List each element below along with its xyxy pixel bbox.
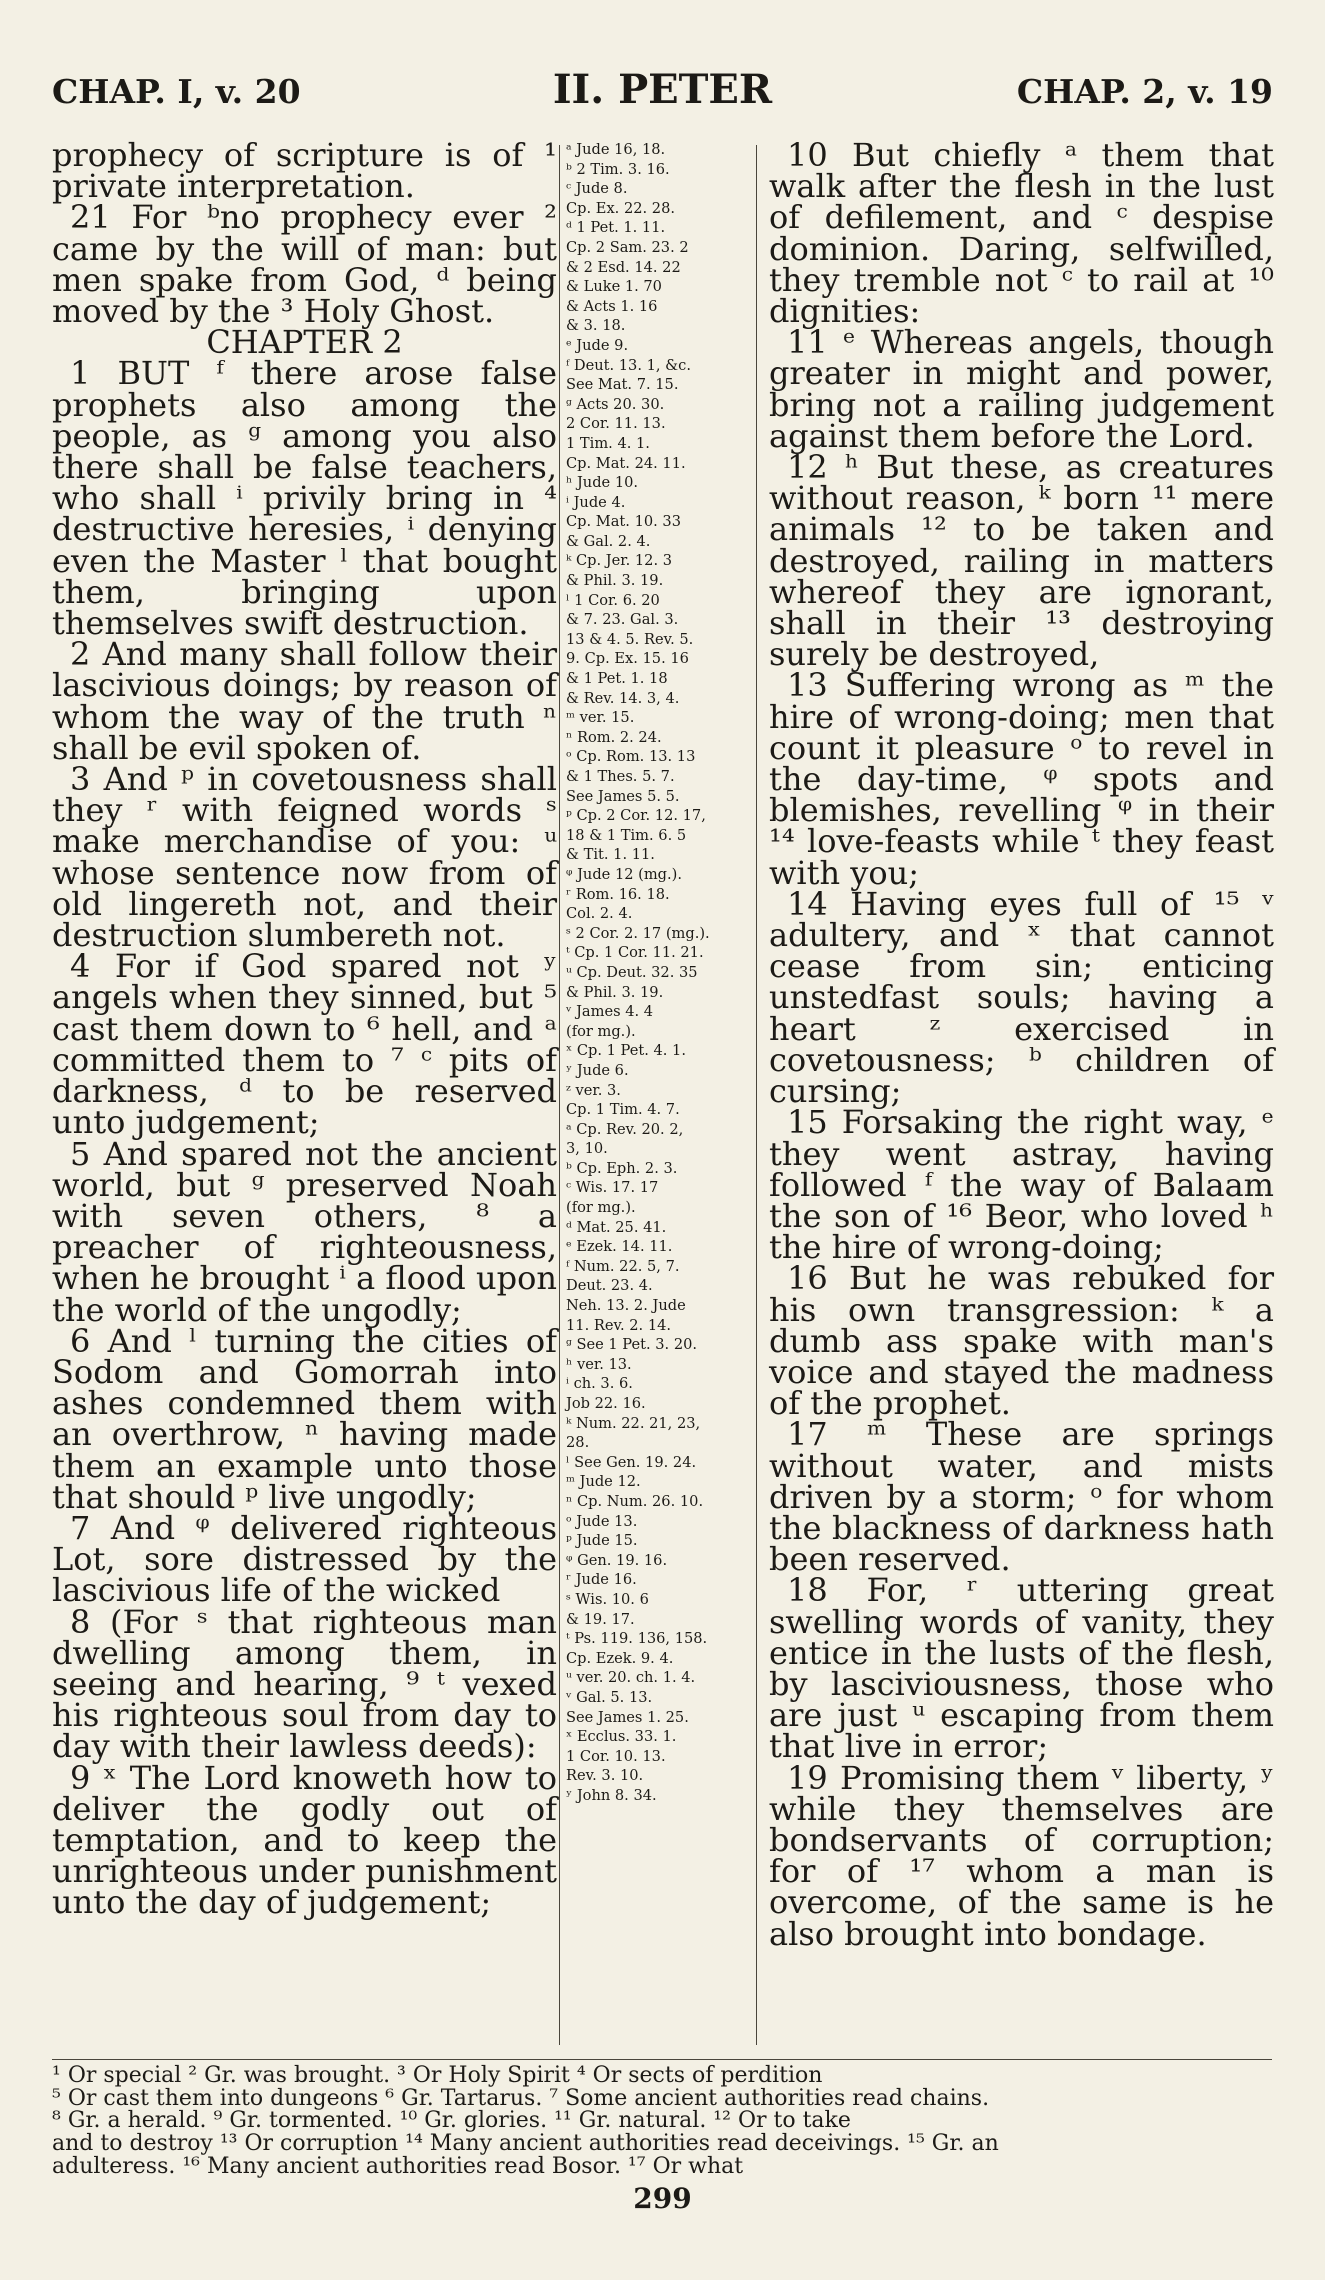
cross-reference: ᵉ Jude 9.: [566, 336, 629, 354]
cross-reference: ᵖ Jude 15.: [566, 1532, 638, 1550]
cross-reference: 1 Tim. 4. 1.: [566, 434, 650, 452]
left-text-column: [52, 136, 557, 1922]
verse-2-12: 12 ʰ But these, as creatures without reason, ᵏ born ¹¹ mere animals ¹² to be taken and destroyed, railing in matters whereof they are ignorant, shall in their ¹³ destroying surely be destroyed,: [769, 448, 1274, 674]
verse-2-7: 7 And ᵠ delivered righteous Lot, sore distressed by the lascivious life of the wicked: [52, 1508, 557, 1610]
footnote-divider: [52, 2059, 1272, 2060]
verse-2-4: 4 For if God spared not ʸ angels when they sinned, but ⁵ cast them down to ⁶ hell, and ᵃ committed them to ⁷ ᶜ pits of darkness, ᵈ to be reserved unto judgement;: [52, 947, 557, 1142]
verse-2-19: 19 Promising them ᵛ liberty, ʸ while they themselves are bondservants of corruption; for of ¹⁷ whom a man is overcome, of the same is he also brought into bondage.: [769, 1758, 1274, 1953]
cross-reference: ᵏ Cp. Jer. 12. 3: [566, 552, 673, 570]
cross-reference: Job 22. 16.: [566, 1395, 646, 1412]
cross-reference: ᶻ ver. 3.: [566, 1081, 621, 1099]
cross-reference: 1 Cor. 10. 13.: [566, 1747, 666, 1765]
verse-2-16: 16 But he was rebuked for his own transgression: ᵏ a dumb ass spake with man's voice and stayed the madness of the prophet.: [769, 1259, 1274, 1423]
verse-2-6: 6 And ˡ turning the cities of Sodom and Gomorrah into ashes condemned them with an overthrow, ⁿ having made them an example unto those that should ᵖ live ungodly;: [52, 1321, 557, 1516]
cross-reference: ᶜ Wis. 17. 17: [566, 1179, 659, 1197]
header-chapter-end: CHAP. 2, v. 19: [1016, 72, 1273, 111]
cross-reference: ᵒ Cp. Rom. 13. 13: [566, 748, 696, 766]
cross-reference: ᵐ Jude 12.: [566, 1473, 641, 1491]
cross-reference: ʳ Rom. 16. 18.: [566, 885, 670, 903]
cross-reference: ᵇ 2 Tim. 3. 16.: [566, 160, 670, 178]
cross-reference: ᵐ ver. 15.: [566, 709, 635, 727]
footnote-line: ⁸ Gr. a herald. ⁹ Gr. tormented. ¹⁰ Gr. glories. ¹¹ Gr. natural. ¹² Or to take: [52, 2108, 851, 2134]
verse-2-9: 9 ˣ The Lord knoweth how to deliver the godly out of temptation, and to keep the unrighteous under punishment unto the day of judgement;: [52, 1758, 557, 1922]
cross-reference: ⁿ Rom. 2. 24.: [566, 728, 662, 746]
cross-reference: ᵃ Cp. Rev. 20. 2,: [566, 1120, 684, 1138]
cross-reference: ʰ ver. 13.: [566, 1355, 632, 1373]
cross-reference: & 2 Esd. 14. 22: [566, 258, 681, 276]
cross-reference: ᵛ Gal. 5. 13.: [566, 1688, 653, 1706]
verse-2-17: 17 ᵐ These are springs without water, and mists driven by a storm; ᵒ for whom the blackness of darkness hath been reserved.: [769, 1415, 1274, 1579]
cross-reference: ᵈ 1 Pet. 1. 11.: [566, 219, 666, 237]
cross-reference: ˣ Cp. 1 Pet. 4. 1.: [566, 1042, 686, 1060]
cross-reference: ᵃ Jude 16, 18.: [566, 141, 666, 158]
cross-reference: Cp. Mat. 10. 33: [566, 513, 681, 531]
cross-reference: ᶠ Num. 22. 5, 7.: [566, 1257, 680, 1275]
verse-2-10: 10 But chiefly ᵃ them that walk after the flesh in the lust of defilement, and ᶜ despise dominion. Daring, selfwilled, they tremble not ᶜ to rail at ¹⁰ dignities:: [769, 136, 1274, 331]
footnote-line: ⁵ Or cast them into dungeons ⁶ Gr. Tartarus. ⁷ Some ancient authorities read chains.: [52, 2085, 990, 2111]
cross-reference: ⁿ Cp. Num. 26. 10.: [566, 1492, 704, 1510]
cross-reference-column: [566, 140, 746, 1805]
cross-reference: ᵗ Cp. 1 Cor. 11. 21.: [566, 944, 704, 962]
cross-reference: & Tit. 1. 11.: [566, 846, 655, 864]
cross-reference: 28.: [566, 1434, 590, 1452]
cross-reference: ʳ Jude 16.: [566, 1571, 637, 1589]
cross-reference: ᵏ Num. 22. 21, 23,: [566, 1414, 701, 1432]
cross-reference: & 7. 23. Gal. 3.: [566, 611, 679, 629]
cross-reference: Cp. Ex. 22. 28.: [566, 199, 676, 217]
cross-reference: ᵈ Mat. 25. 41.: [566, 1218, 667, 1236]
verse-1-21-end: prophecy of scripture is of ¹ private interpretation.: [52, 136, 557, 206]
footnote-line: and to destroy ¹³ Or corruption ¹⁴ Many ancient authorities read deceivings. ¹⁵ Gr. an: [52, 2131, 999, 2157]
cross-reference: ᵖ Cp. 2 Cor. 12. 17,: [566, 807, 706, 825]
cross-reference: Cp. Mat. 24. 11.: [566, 454, 686, 472]
verse-2-2: 2 And many shall follow their lascivious doings; by reason of whom the way of the truth ⁿ shall be evil spoken of.: [52, 635, 557, 767]
verse-2-8: 8 (For ˢ that righteous man dwelling among them, in seeing and hearing, ⁹ ᵗ vexed his righteous soul from day to day with their lawless deeds):: [52, 1602, 557, 1766]
cross-reference: Cp. 1 Tim. 4. 7.: [566, 1101, 680, 1119]
cross-reference: ˣ Ecclus. 33. 1.: [566, 1728, 677, 1746]
cross-reference: Cp. 2 Sam. 23. 2: [566, 238, 689, 256]
cross-reference: ᵉ Ezek. 14. 11.: [566, 1238, 673, 1256]
cross-reference: ⁱ Jude 4.: [566, 493, 626, 511]
cross-reference: See James 5. 5.: [566, 787, 680, 805]
cross-reference: & 1 Pet. 1. 18: [566, 670, 668, 688]
cross-reference: ᵗ Ps. 119. 136, 158.: [566, 1630, 708, 1648]
cross-reference: ᵒ Jude 13.: [566, 1512, 638, 1530]
cross-reference: 11. Rev. 2. 14.: [566, 1316, 672, 1334]
cross-reference: ᵘ Cp. Deut. 32. 35: [566, 963, 698, 981]
running-header: [52, 66, 1273, 124]
chapter-heading: CHAPTER 2: [206, 323, 403, 362]
cross-reference: & Phil. 3. 19.: [566, 572, 664, 590]
cross-reference: ˢ 2 Cor. 2. 17 (mg.).: [566, 924, 710, 942]
cross-reference: & Phil. 3. 19.: [566, 983, 664, 1001]
cross-reference: 9. Cp. Ex. 15. 16: [566, 650, 689, 668]
verse-2-13: 13 Suffering wrong as ᵐ the hire of wrong-doing; men that count it pleasure ᵒ to revel in the day-time, ᵠ spots and blemishes, revelling ᵠ in their ¹⁴ love-feasts while ᵗ they feast with you;: [769, 666, 1274, 892]
cross-reference: ᵘ ver. 20. ch. 1. 4.: [566, 1669, 696, 1687]
footnotes: [52, 2065, 1272, 2179]
cross-reference: See James 1. 25.: [566, 1708, 689, 1726]
cross-reference: ᵍ See 1 Pet. 3. 20.: [566, 1336, 698, 1354]
cross-reference: ˡ See Gen. 19. 24.: [566, 1453, 697, 1471]
cross-reference: & Acts 1. 16: [566, 297, 658, 315]
column-divider-right: [756, 145, 757, 2045]
cross-reference: 13 & 4. 5. Rev. 5.: [566, 630, 694, 648]
verse-1-21: 21 For ᵇno prophecy ever ² came by the will of man: but men spake from God, ᵈ being moved by the ³ Holy Ghost.: [52, 198, 557, 331]
cross-reference: Col. 2. 4.: [566, 905, 633, 923]
cross-reference: Neh. 13. 2. Jude: [566, 1297, 686, 1315]
cross-reference: ᵠ Gen. 19. 16.: [566, 1551, 668, 1569]
verse-2-5: 5 And spared not the ancient world, but ᵍ preserved Noah with seven others, ⁸ a preacher of righteousness, when he brought ⁱ a flood upon the world of the ungodly;: [52, 1134, 557, 1329]
cross-reference: ᵍ Acts 20. 30.: [566, 395, 665, 413]
verse-2-15: 15 Forsaking the right way, ᵉ they went astray, having followed ᶠ the way of Balaam the son of ¹⁶ Beor, who loved ʰ the hire of wrong-doing;: [769, 1103, 1274, 1267]
cross-reference: ˢ Wis. 10. 6: [566, 1590, 649, 1608]
verse-2-11: 11 ᵉ Whereas angels, though greater in might and power, bring not a railing judgement against them before the Lord.: [769, 323, 1274, 455]
cross-reference: & Gal. 2. 4.: [566, 532, 651, 550]
cross-reference: ᵇ Cp. Eph. 2. 3.: [566, 1159, 678, 1177]
cross-reference: (for mg.).: [566, 1199, 636, 1217]
cross-reference: Cp. Ezek. 9. 4.: [566, 1649, 674, 1667]
footnote-line: ¹ Or special ² Gr. was brought. ³ Or Holy Spirit ⁴ Or sects of perdition: [52, 2063, 823, 2088]
cross-reference: Deut. 23. 4.: [566, 1277, 653, 1295]
header-chapter-start: CHAP. I, v. 20: [52, 72, 301, 111]
column-divider-left: [559, 145, 560, 2045]
cross-reference: 3, 10.: [566, 1140, 608, 1158]
cross-reference: & 3. 18.: [566, 317, 626, 335]
cross-reference: & 1 Thes. 5. 7.: [566, 768, 675, 785]
page-number: 299: [633, 2182, 692, 2215]
cross-reference: 2 Cor. 11. 13.: [566, 415, 666, 433]
cross-reference: & 19. 17.: [566, 1610, 635, 1628]
verse-2-1: 1 BUT ᶠ there arose false prophets also among the people, as ᵍ among you also there shall be false teachers, who shall ⁱ privily bring in ⁴ destructive heresies, ⁱ denying even the Master ˡ that bought them, bringing upon themselves swift destruction.: [52, 354, 557, 643]
cross-reference: See Mat. 7. 15.: [566, 376, 679, 394]
book-title: II. PETER: [552, 66, 773, 113]
cross-reference: ʸ John 8. 34.: [566, 1786, 657, 1804]
verse-2-18: 18 For, ʳ uttering great swelling words of vanity, they entice in the lusts of the flesh, by lasciviousness, those who are just ᵘ escaping from them that live in error;: [769, 1571, 1274, 1766]
cross-reference: (for mg.).: [566, 1022, 636, 1040]
cross-reference: ᵠ Jude 12 (mg.).: [566, 865, 682, 883]
cross-reference: ʰ Jude 10.: [566, 474, 639, 492]
verse-2-14: 14 Having eyes full of ¹⁵ ᵛ adultery, and ˣ that cannot cease from sin; enticing unstedfast souls; having a heart ᶻ exercised in covetousness; ᵇ children of cursing;: [769, 884, 1274, 1111]
cross-reference: Rev. 3. 10.: [566, 1767, 644, 1785]
verse-2-3: 3 And ᵖ in covetousness shall they ʳ with feigned words ˢ make merchandise of you: ᵘ whose sentence now from of old lingereth not, and their destruction slumbereth not.: [52, 760, 557, 955]
cross-reference: ᶜ Jude 8.: [566, 180, 628, 198]
cross-reference: ʸ Jude 6.: [566, 1061, 629, 1079]
footnote-line: adulteress. ¹⁶ Many ancient authorities read Bosor. ¹⁷ Or what: [52, 2153, 744, 2179]
cross-reference: ˡ 1 Cor. 6. 20: [566, 591, 660, 609]
cross-reference: & Rev. 14. 3, 4.: [566, 689, 680, 707]
right-text-column: [769, 136, 1274, 1953]
cross-reference: & Luke 1. 70: [566, 278, 662, 296]
cross-reference: ᶠ Deut. 13. 1, &c.: [566, 356, 691, 374]
cross-reference: ⁱ ch. 3. 6.: [566, 1375, 633, 1393]
cross-reference: ᵛ James 4. 4: [566, 1003, 654, 1021]
cross-reference: 18 & 1 Tim. 6. 5: [566, 826, 687, 844]
